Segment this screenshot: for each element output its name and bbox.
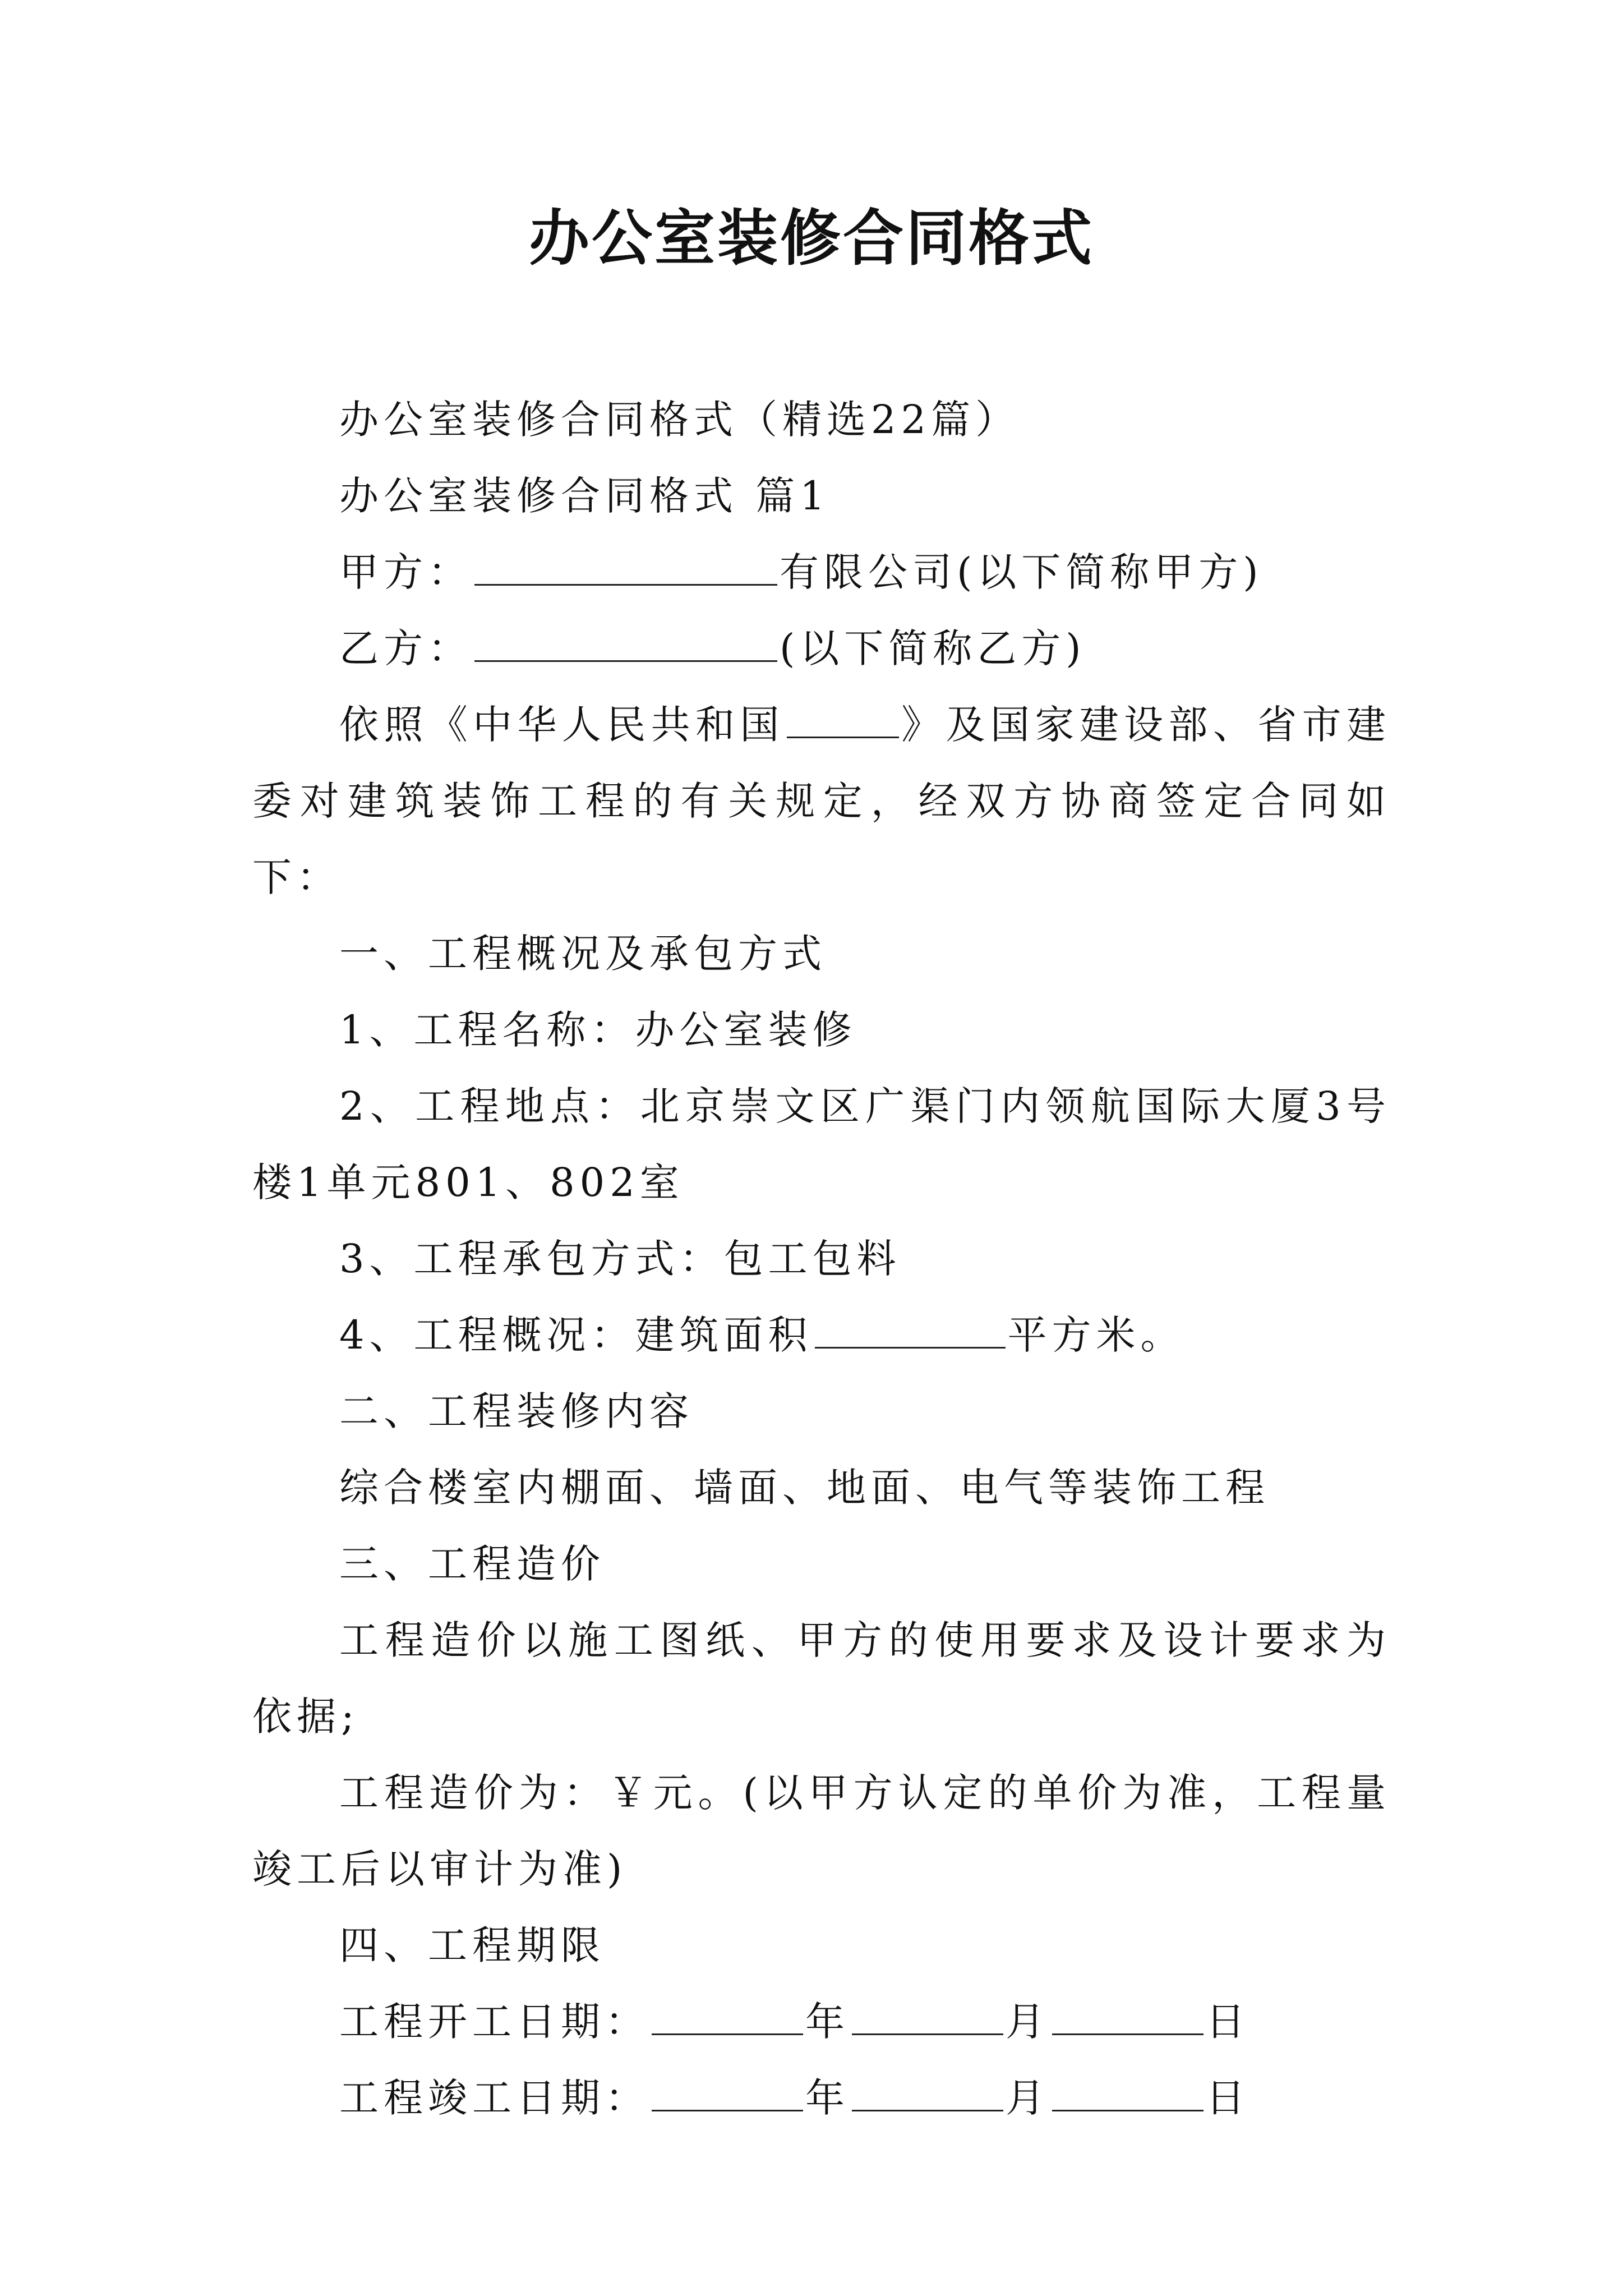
basis-suffix: 》及国家建设部、省市建委对建筑装饰工程的有关规定，经双方协商签定合同如下：: [252, 702, 1391, 900]
party-b-line: [252, 610, 1391, 687]
content-paragraph: 综合楼室内棚面、墙面、地面、电气等装饰工程: [339, 1465, 1270, 1511]
party-b-suffix: (以下简称乙方): [780, 625, 1086, 671]
basis-prefix: 依照《中华人民共和国: [339, 702, 785, 748]
end-year-unit: 年: [805, 2075, 850, 2121]
end-date-label: 工程竣工日期：: [339, 2075, 649, 2121]
end-date-line: [252, 2060, 1391, 2136]
section-1-heading: 一、工程概况及承包方式: [339, 931, 827, 977]
start-year-unit: 年: [805, 1999, 850, 2045]
basis-paragraph: [252, 687, 1391, 915]
item-2: 2、工程地点：北京崇文区广渠门内领航国际大厦3号楼1单元801、802室: [252, 1083, 1391, 1205]
subtitle: 办公室装修合同格式（精选22篇）: [339, 397, 1020, 443]
start-day-unit: 日: [1206, 1999, 1250, 2045]
article-heading: 办公室装修合同格式 篇1: [339, 473, 830, 519]
end-day-blank: [1052, 2076, 1204, 2111]
item-3: 3、工程承包方式：包工包料: [339, 1236, 901, 1282]
party-b-label: 乙方：: [339, 625, 472, 671]
item-4-prefix: 4、工程概况：建筑面积: [339, 1312, 813, 1358]
price-basis-paragraph: 工程造价以施工图纸、甲方的使用要求及设计要求为依据;: [252, 1617, 1391, 1740]
start-date-line: [252, 1984, 1391, 2060]
section-2-heading: 二、工程装修内容: [339, 1388, 694, 1434]
start-year-blank: [652, 2000, 803, 2035]
party-a-label: 甲方：: [339, 549, 472, 595]
area-blank: [815, 1313, 1006, 1349]
price-amount-paragraph: 工程造价为：￥元。(以甲方认定的单价为准，工程量竣工后以审计为准): [252, 1770, 1391, 1892]
start-month-blank: [852, 2000, 1003, 2035]
party-a-suffix: 有限公司(以下简称甲方): [780, 549, 1264, 595]
document-title: 办公室装修合同格式: [528, 203, 1094, 274]
end-month-blank: [852, 2076, 1003, 2111]
start-day-blank: [1052, 2000, 1204, 2035]
party-a-blank: [474, 550, 777, 586]
law-name-blank: [787, 703, 899, 738]
party-b-blank: [474, 627, 777, 662]
start-date-label: 工程开工日期：: [339, 1999, 649, 2045]
item-1: 1、工程名称：办公室装修: [339, 1007, 857, 1053]
party-a-line: [252, 534, 1391, 610]
document-body: [252, 381, 1391, 2136]
end-month-unit: 月: [1006, 2075, 1050, 2121]
section-4-heading: 四、工程期限: [339, 1922, 605, 1968]
start-month-unit: 月: [1006, 1999, 1050, 2045]
end-day-unit: 日: [1206, 2075, 1250, 2121]
item-4: [252, 1297, 1391, 1373]
section-3-heading: 三、工程造价: [339, 1541, 605, 1587]
end-year-blank: [652, 2076, 803, 2111]
item-4-suffix: 平方米。: [1007, 1312, 1185, 1358]
